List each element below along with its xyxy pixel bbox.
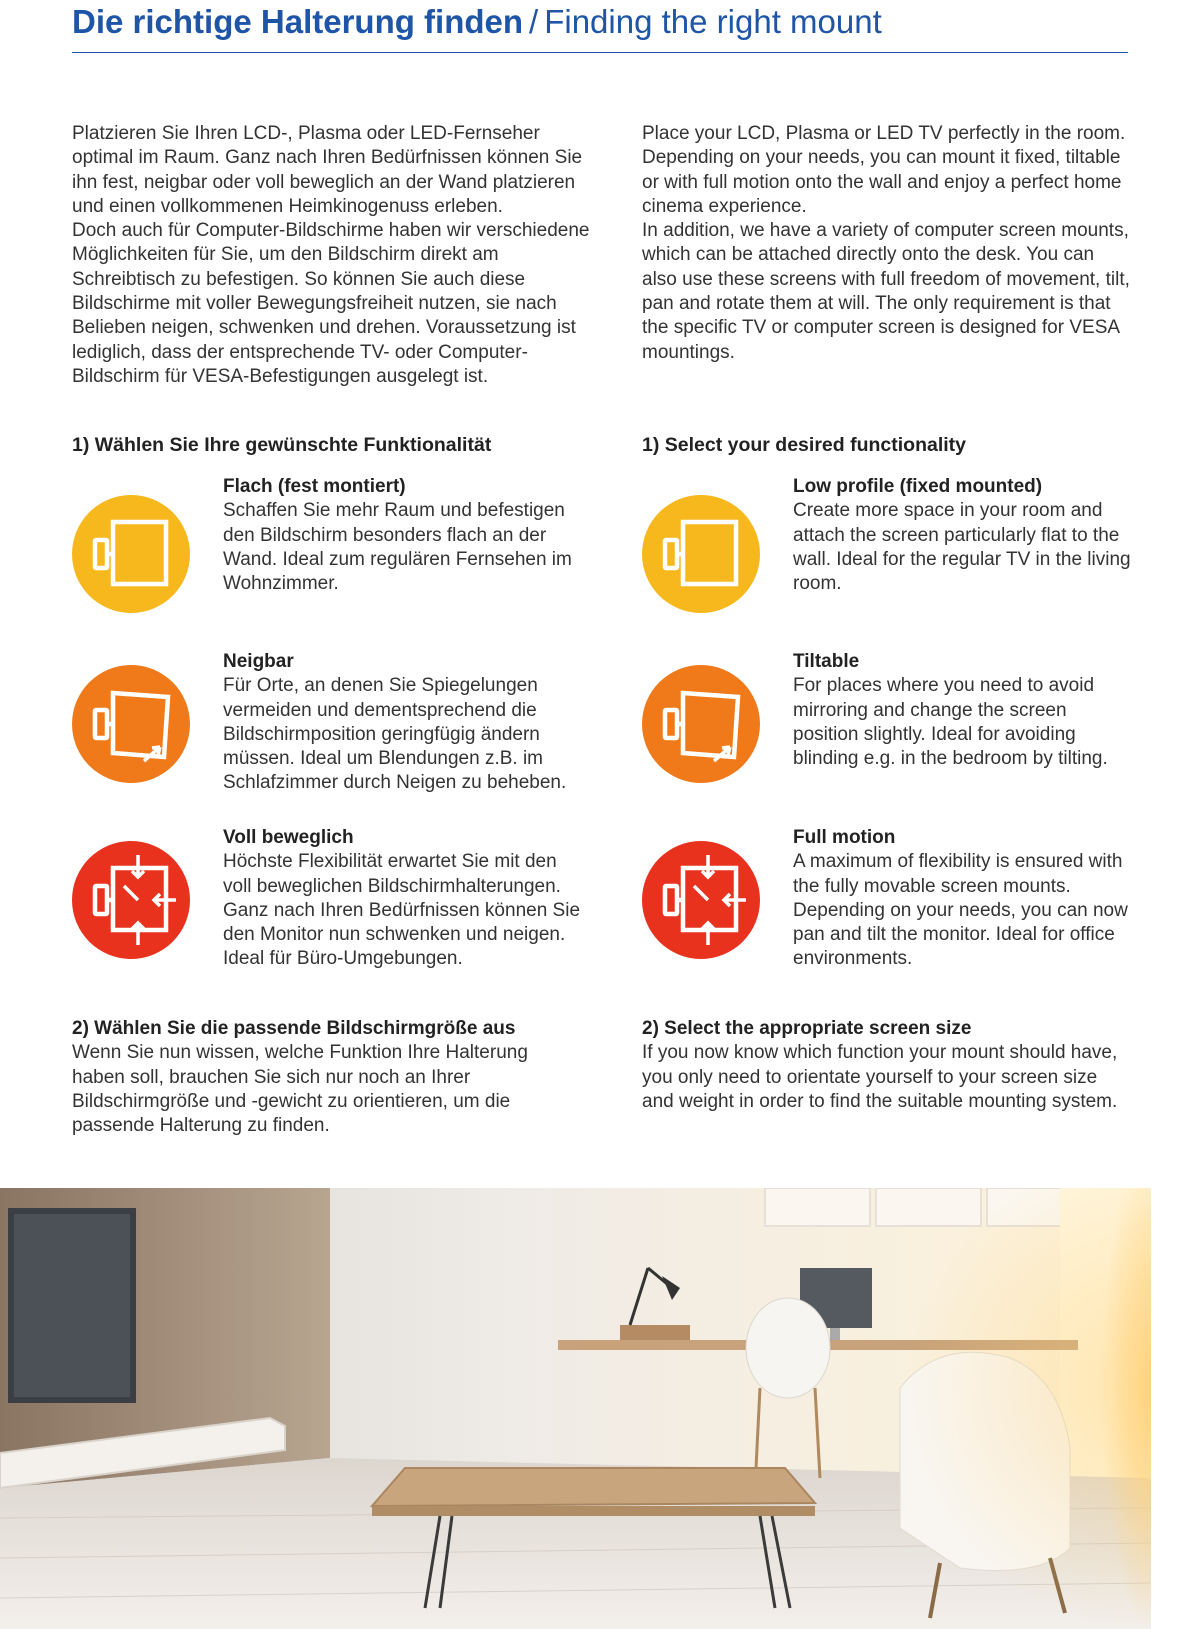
page-title — [72, 0, 1128, 52]
function-text-flat-de: Schaffen Sie mehr Raum und befestigen den Bildschirm besonders flach an der Wand. Ideal zum regulären Fernsehen im Wohnzimmer. — [223, 500, 572, 595]
step2-de — [72, 1017, 532, 1138]
function-item-flat-en — [642, 475, 1132, 625]
function-item-tilt-en — [642, 650, 1132, 800]
step2-heading-en: 2) Select the appropriate screen size — [642, 1018, 972, 1039]
function-title-tilt-en: Tiltable — [793, 651, 860, 672]
intro-en-p1: Place your LCD, Plasma or LED TV perfectly in the room. Depending on your needs, you can mount it fixed, tiltable or with full motion onto the wall and enjoy a perfect home cinema experience. — [642, 123, 1126, 217]
step1-heading-en: 1) Select your desired functionality — [642, 434, 966, 456]
page-title-en: Finding the right mount — [544, 3, 882, 40]
function-title-tilt-de: Neigbar — [223, 651, 294, 672]
tilt-mount-icon — [642, 665, 760, 783]
intro-en — [642, 122, 1130, 365]
function-title-flat-en: Low profile (fixed mounted) — [793, 476, 1043, 497]
function-title-flat-de: Flach (fest montiert) — [223, 476, 406, 497]
function-text-tilt-de: Für Orte, an denen Sie Spiegelungen vermeiden und dementsprechend die Bildschirmposition geringfügig ändern müssen. Ideal um Blendungen z.B. im Schlafzimmer durch Neigen zu beheben. — [223, 675, 567, 794]
step2-heading-de: 2) Wählen Sie die passende Bildschirmgröße aus — [72, 1018, 516, 1039]
function-text-flat-en: Create more space in your room and attach the screen particularly flat to the wall. Ideal for the regular TV in the living room. — [793, 500, 1131, 595]
title-divider — [72, 52, 1128, 53]
tilt-mount-icon — [72, 665, 190, 783]
function-text-tilt-en: For places where you need to avoid mirroring and change the screen position slightly. Ideal for avoiding blinding e.g. in the bedroom by tilting. — [793, 675, 1108, 770]
intro-de-p2: Doch auch für Computer-Bildschirme haben wir verschiedene Möglichkeiten für Sie, um den Bildschirm direkt am Schreibtisch zu befestigen. So können Sie auch diese Bildschirme mit voller Bewegungsfreiheit nutzen, sie nach Belieben neigen, schwenken und drehen. Voraussetzung ist lediglich, dass der entsprechende TV- oder Computer-Bildschirm für VESA-Befestigungen ausgelegt ist. — [72, 220, 590, 387]
step1-heading-de: 1) Wählen Sie Ihre gewünschte Funktionalität — [72, 434, 492, 456]
step2-text-de: Wenn Sie nun wissen, welche Funktion Ihre Halterung haben soll, brauchen Sie sich nur noch an Ihrer Bildschirmgröße und -gewicht zu orientieren, um die passende Halterung zu finden. — [72, 1042, 528, 1137]
intro-en-p2: In addition, we have a variety of computer screen mounts, which can be attached directly onto the desk. You can also use these screens with full freedom of movement, tilt, pan and rotate them at will. The only requirement is that the specific TV or computer screen is designed for VESA mountings. — [642, 220, 1130, 363]
function-title-full-de: Voll beweglich — [223, 827, 354, 848]
function-text-full-en: A maximum of flexibility is ensured with the fully movable screen mounts. Depending on your needs, you can now pan and tilt the monitor. Ideal for office environments. — [793, 851, 1128, 970]
title-separator: / — [529, 3, 539, 40]
function-title-full-en: Full motion — [793, 827, 896, 848]
living-room-photo — [0, 1188, 1151, 1629]
intro-de-p1: Platzieren Sie Ihren LCD-, Plasma oder LED-Fernseher optimal im Raum. Ganz nach Ihren Bedürfnissen können Sie ihn fest, neigbar oder voll beweglich an der Wand platzieren und einen vollkommenen Heimkinogenuss erleben. — [72, 123, 583, 217]
step2-text-en: If you now know which function your mount should have, you only need to orientate yourself to your screen size and weight in order to find the suitable mounting system. — [642, 1042, 1118, 1112]
function-item-tilt-de — [72, 650, 592, 800]
full-motion-mount-icon — [72, 841, 190, 959]
flat-mount-icon — [642, 495, 760, 613]
full-motion-mount-icon — [642, 841, 760, 959]
step2-en — [642, 1017, 1122, 1114]
function-item-flat-de — [72, 475, 592, 625]
function-item-full-en — [642, 826, 1132, 976]
function-text-full-de: Höchste Flexibilität erwartet Sie mit den voll beweglichen Bildschirmhalterungen. Ganz nach Ihren Bedürfnissen können Sie den Monitor nun schwenken und neigen. Ideal für Büro-Umgebungen. — [223, 851, 581, 970]
function-item-full-de — [72, 826, 592, 976]
intro-de — [72, 122, 592, 389]
flat-mount-icon — [72, 495, 190, 613]
page-title-de: Die richtige Halterung finden — [72, 3, 524, 40]
